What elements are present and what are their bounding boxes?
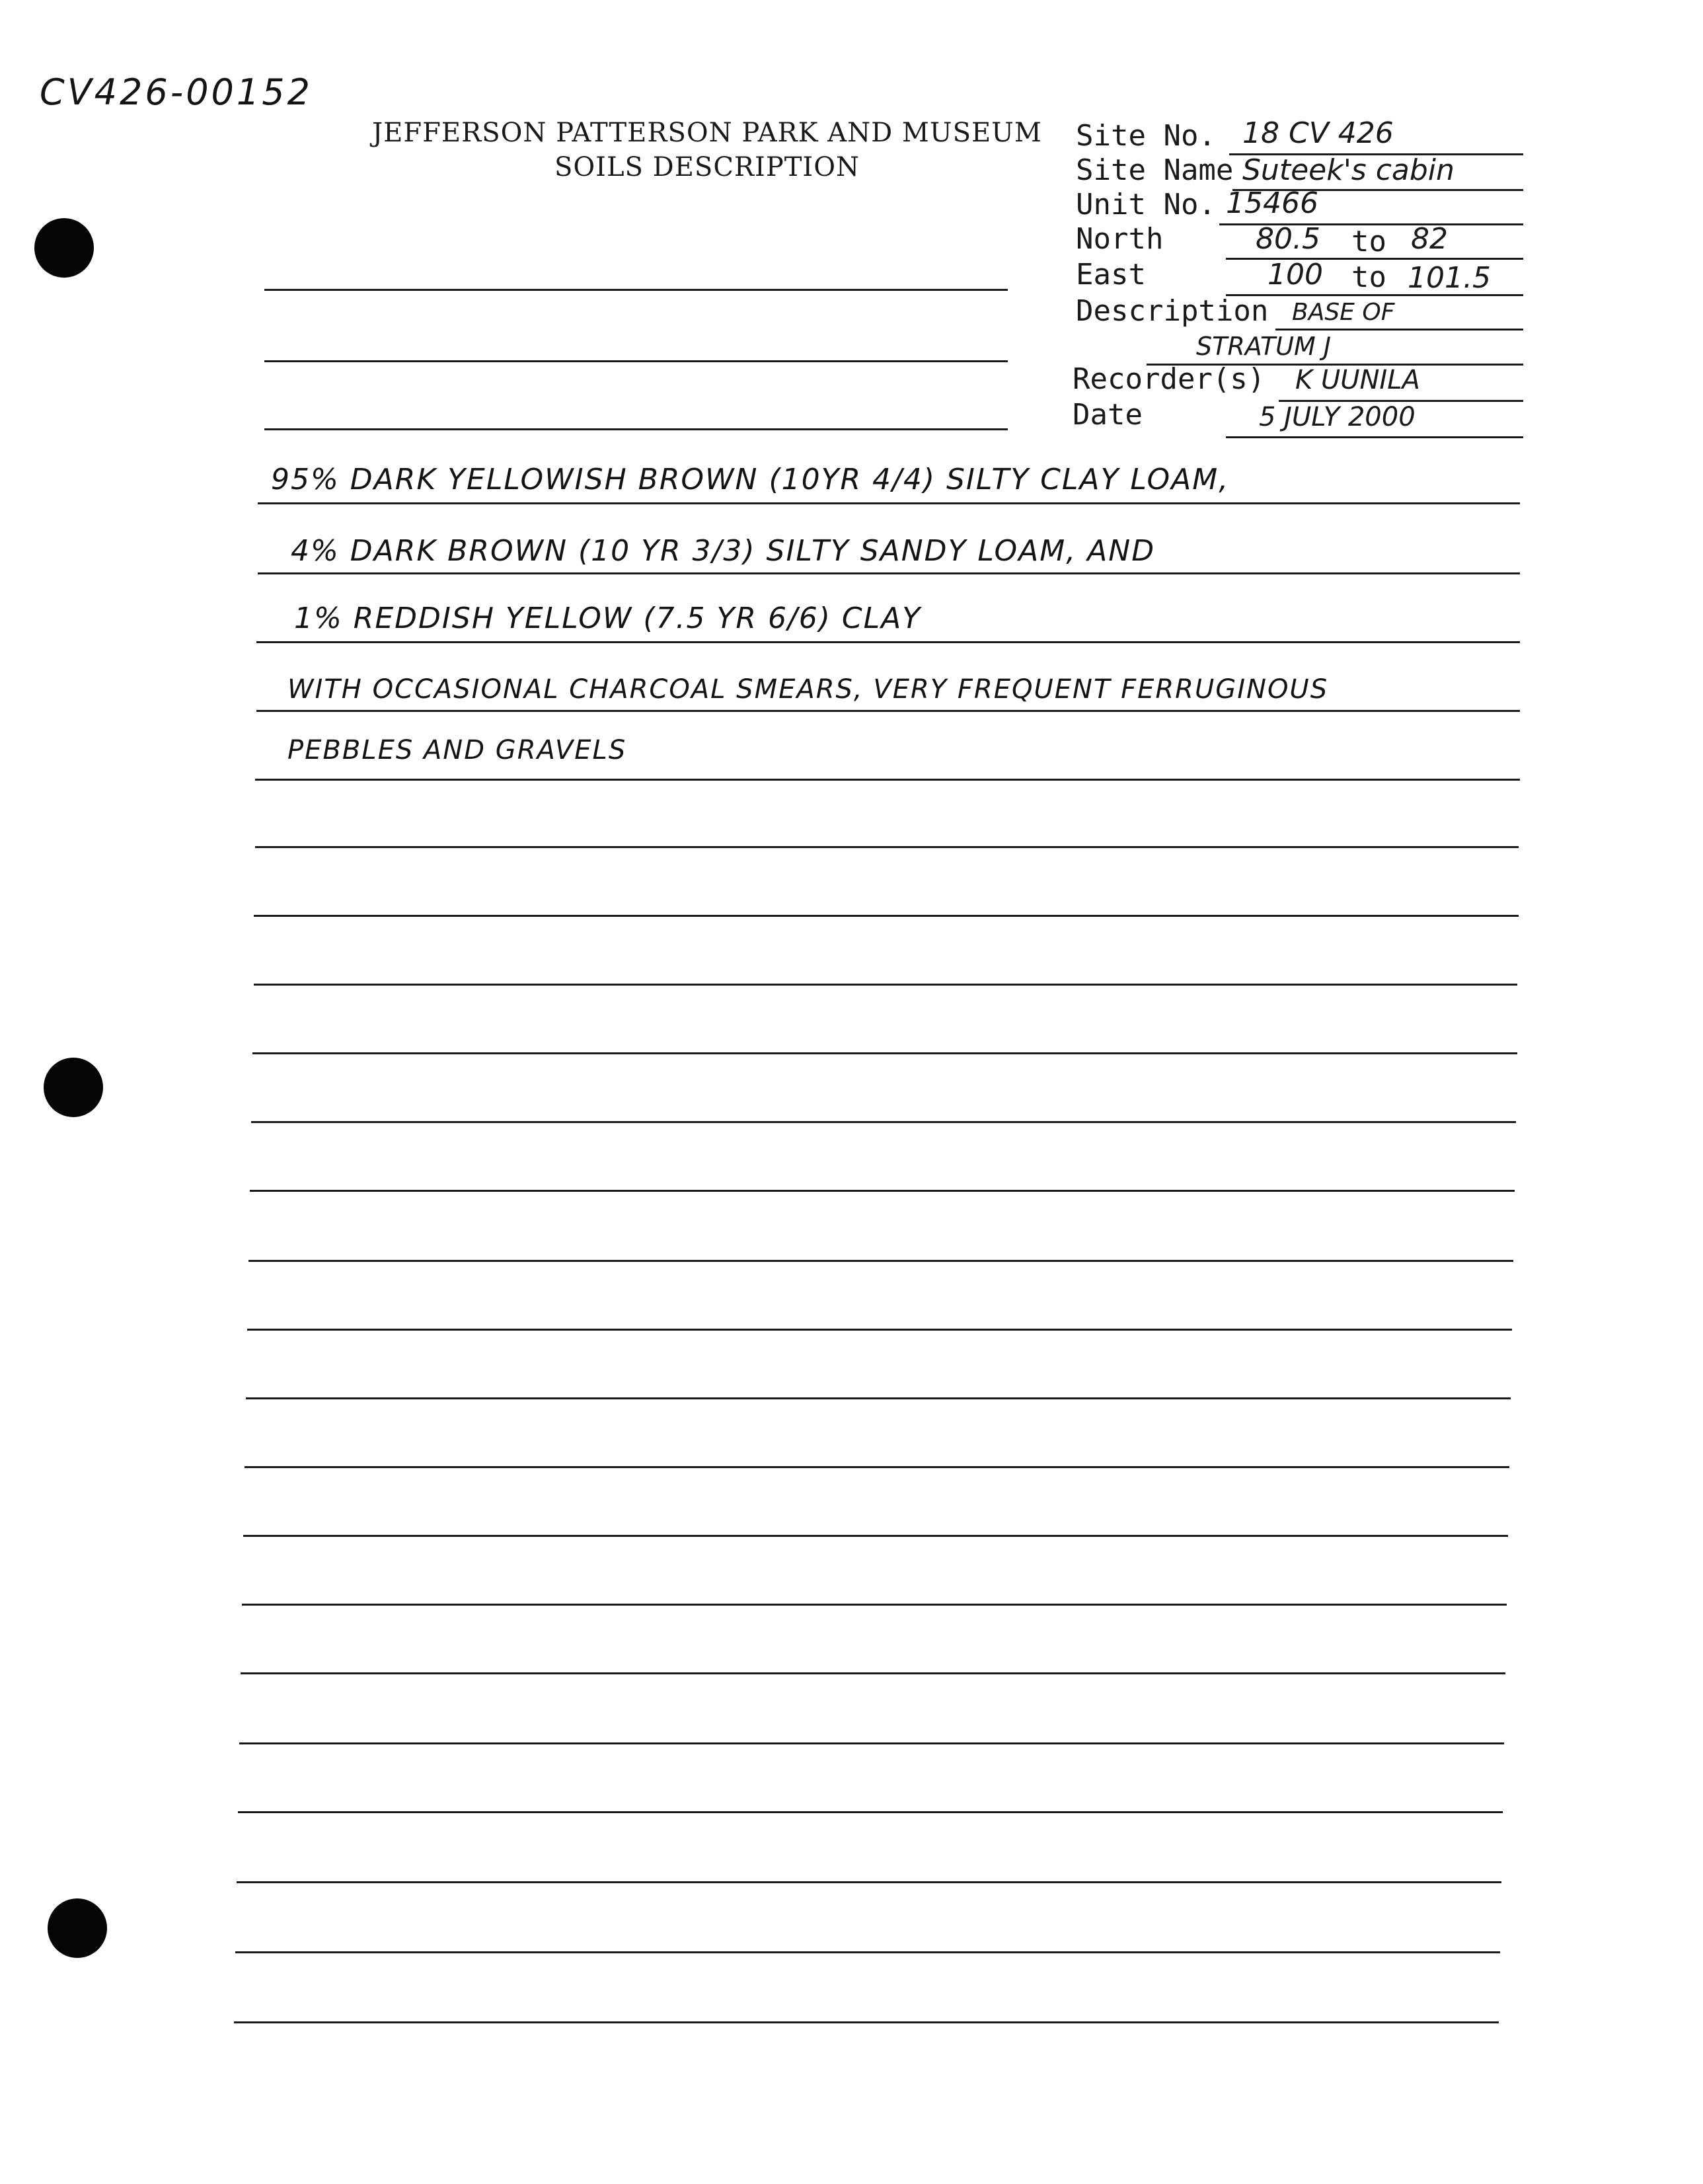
punch-hole-bottom (48, 1898, 107, 1958)
blank-line (264, 360, 1008, 362)
recorders-label: Recorder(s) (1073, 362, 1266, 396)
ruled-line (242, 1604, 1507, 1606)
east-from-value: 100 (1268, 258, 1323, 292)
ruled-line (238, 1811, 1503, 1813)
unit-no-value: 15466 (1226, 186, 1318, 220)
description-label: Description (1076, 294, 1269, 328)
ruled-line (250, 1190, 1515, 1192)
description-line: PEBBLES AND GRAVELS (287, 735, 627, 765)
ruled-line (247, 1329, 1512, 1331)
north-from-value: 80.5 (1256, 222, 1320, 256)
description-line: 95% DARK YELLOWISH BROWN (10YR 4/4) SILTY CLAY LOAM, (271, 463, 1230, 496)
east-label: East (1076, 258, 1146, 292)
ruled-line (256, 641, 1520, 643)
ruled-line (248, 1260, 1513, 1262)
ruled-line (243, 1535, 1508, 1537)
ruled-line (254, 915, 1519, 917)
description-line: 4% DARK BROWN (10 YR 3/3) SILTY SANDY LOAM, AND (291, 534, 1156, 568)
north-to-label: to (1351, 225, 1386, 258)
ruled-line (255, 779, 1520, 781)
site-name-value: Suteek's cabin (1242, 153, 1455, 187)
blank-line (264, 289, 1008, 291)
date-label: Date (1073, 398, 1143, 432)
description-value-line1: BASE OF (1292, 299, 1395, 326)
ruled-line (234, 2021, 1499, 2023)
description-line: 1% REDDISH YELLOW (7.5 YR 6/6) CLAY (294, 602, 922, 635)
ruled-line (241, 1672, 1505, 1674)
date-line (1226, 436, 1523, 438)
ruled-line (239, 1742, 1504, 1744)
description-value-line2: STRATUM J (1196, 332, 1332, 361)
ruled-line (255, 846, 1519, 848)
form-header (370, 116, 1044, 184)
ruled-line (252, 1052, 1517, 1054)
ruled-line (256, 710, 1520, 712)
east-to-value: 101.5 (1408, 261, 1491, 295)
punch-hole-top (34, 218, 94, 278)
unit-no-label: Unit No. (1076, 188, 1216, 221)
ruled-line (235, 1951, 1500, 1953)
punch-hole-middle (44, 1058, 103, 1117)
ruled-line (258, 572, 1520, 574)
ruled-line (251, 1121, 1516, 1123)
ruled-line (258, 502, 1520, 504)
north-to-value: 82 (1411, 222, 1448, 256)
recorders-value: K UUNILA (1295, 365, 1420, 395)
east-line (1226, 294, 1523, 296)
description-line-1 (1275, 329, 1523, 331)
date-value: 5 JULY 2000 (1259, 402, 1416, 432)
site-no-value: 18 CV 426 (1242, 116, 1394, 150)
description-line: WITH OCCASIONAL CHARCOAL SMEARS, VERY FREQUENT FERRUGINOUS (287, 674, 1329, 705)
site-name-label: Site Name (1076, 153, 1234, 187)
ruled-line (237, 1881, 1501, 1883)
north-label: North (1076, 222, 1164, 256)
east-to-label: to (1351, 260, 1386, 294)
blank-line (264, 428, 1008, 430)
ruled-line (246, 1397, 1511, 1399)
ruled-line (245, 1466, 1509, 1468)
site-no-label: Site No. (1076, 119, 1216, 153)
document-id: CV426-00152 (40, 71, 313, 113)
form-title: JEFFERSON PATTERSON PARK AND MUSEUM (372, 118, 1042, 148)
ruled-line (254, 984, 1517, 986)
form-subtitle: SOILS DESCRIPTION (554, 152, 860, 182)
